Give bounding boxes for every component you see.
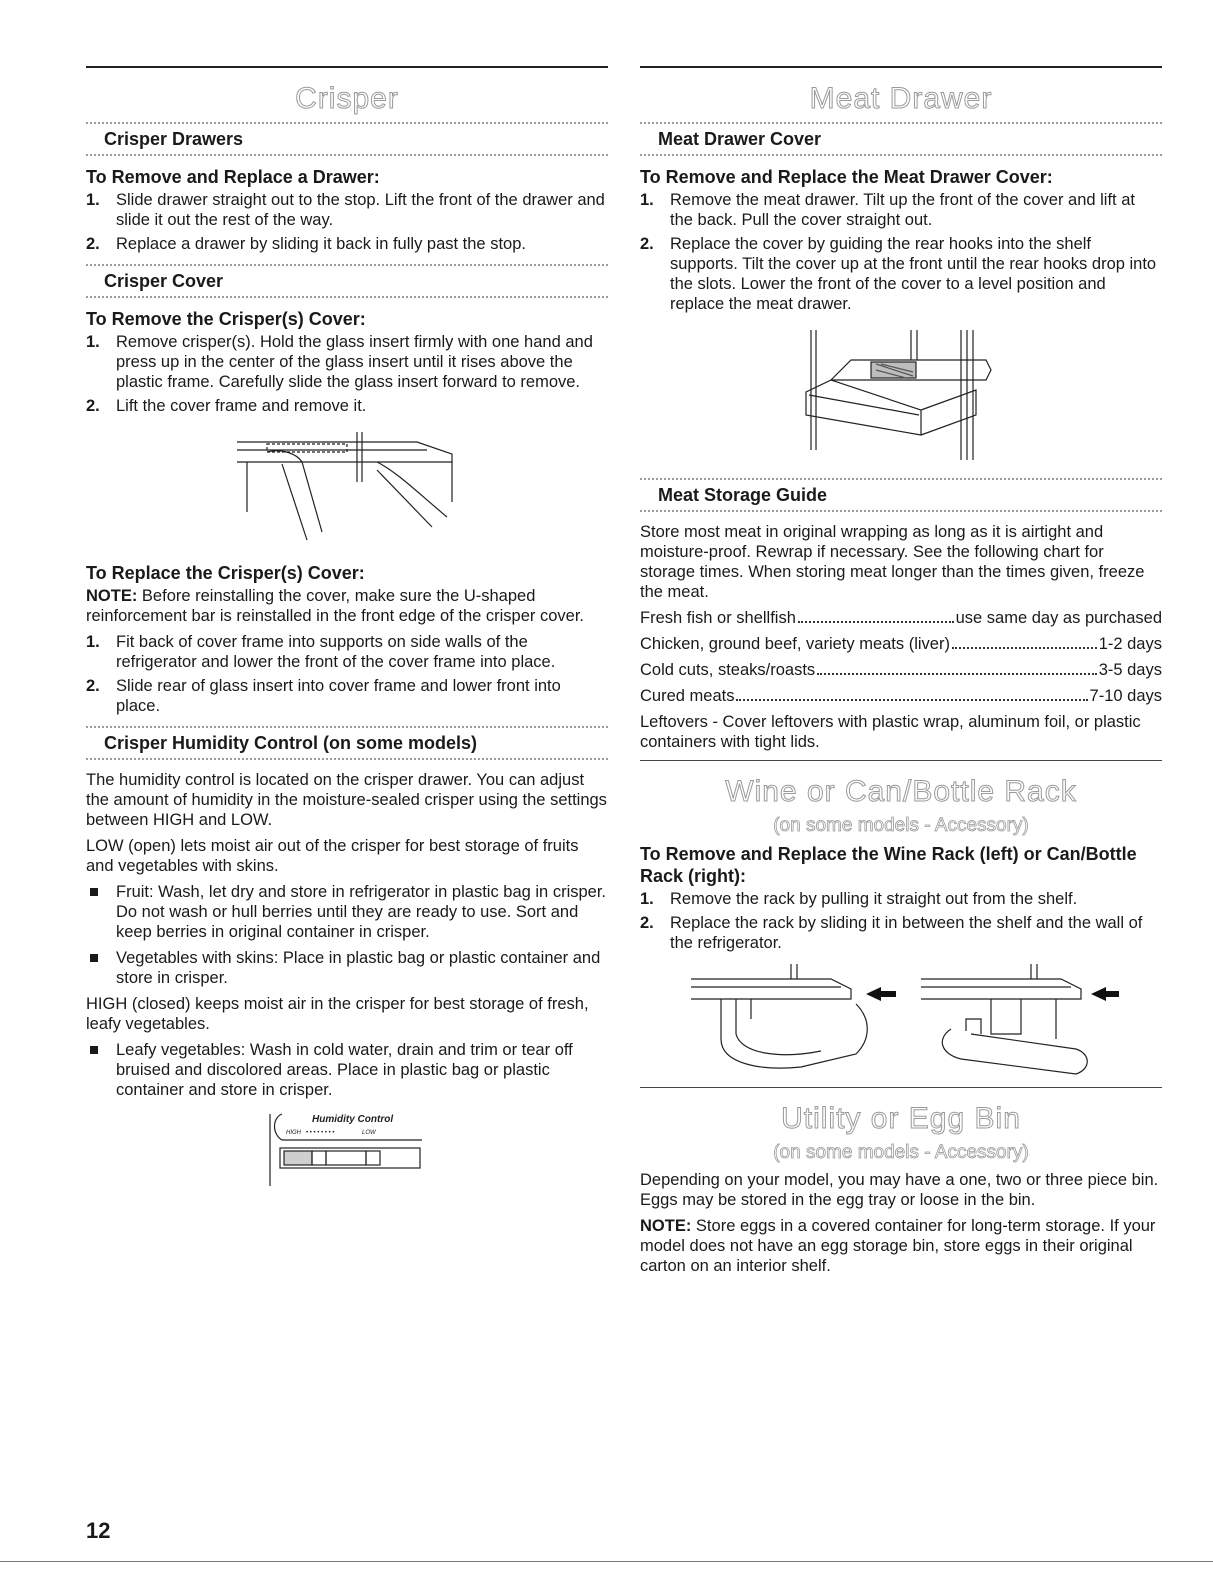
step-item — [86, 632, 608, 672]
egg-bin-note — [640, 1216, 1162, 1276]
leader-dots — [952, 634, 1097, 649]
subhead-crisper-cover: Crisper Cover — [104, 271, 224, 291]
humidity-figure-label: Humidity Control — [312, 1114, 394, 1125]
subhead-crisper-drawers: Crisper Drawers — [104, 129, 244, 149]
section-title-crisper: Crisper — [295, 82, 399, 115]
bullet-square-icon — [90, 888, 98, 896]
top-rule — [86, 66, 608, 68]
humidity-figure-low: LOW — [362, 1130, 376, 1136]
guide-row — [640, 660, 1162, 680]
note-text: Before reinstalling the cover, make sure the U-shaped reinforcement bar is reinstalled in the front edge of the crisper cover. — [86, 587, 585, 625]
step-item — [640, 913, 1162, 953]
bullet-text: Fruit: Wash, let dry and store in refrigerator in plastic bag in crisper. Do not wash or hull berries until they are ready to use. Sort and keep berries in original container in crisper. — [116, 883, 607, 941]
bottom-rule — [0, 1561, 1213, 1562]
heading-remove-cover: To Remove the Crisper(s) Cover: — [86, 309, 366, 329]
step-item — [640, 234, 1162, 314]
section-title-egg-bin: Utility or Egg Bin — [781, 1102, 1021, 1135]
step-number: 2. — [86, 677, 100, 695]
step-text: Lift the cover frame and remove it. — [116, 397, 367, 415]
drawer-steps — [86, 190, 608, 254]
humidity-figure-high: HIGH — [286, 1130, 301, 1136]
heading-remove-replace-drawer: To Remove and Replace a Drawer: — [86, 167, 380, 187]
note-label: NOTE: — [640, 1217, 692, 1235]
guide-row — [640, 608, 1162, 628]
wine-rack-steps — [640, 889, 1162, 953]
step-item — [86, 676, 608, 716]
leader-dots — [798, 608, 954, 623]
step-number: 1. — [86, 633, 100, 651]
dotted-divider — [86, 758, 608, 760]
meat-cover-steps — [640, 190, 1162, 314]
section-title-wine-rack: Wine or Can/Bottle Rack — [725, 775, 1077, 808]
step-number: 2. — [86, 397, 100, 415]
step-item — [86, 396, 608, 416]
guide-row-value: use same day as purchased — [955, 609, 1162, 627]
page-number: 12 — [86, 1518, 111, 1543]
humidity-control-illustration — [262, 1106, 432, 1191]
step-number: 2. — [640, 914, 654, 932]
subhead-meat-storage-guide: Meat Storage Guide — [658, 485, 828, 505]
subhead-humidity-control: Crisper Humidity Control (on some models) — [104, 733, 478, 753]
step-text: Remove the rack by pulling it straight out from the shelf. — [670, 890, 1078, 908]
meat-drawer-illustration — [791, 320, 1011, 470]
note-text: Store eggs in a covered container for long-term storage. If your model does not have an egg storage bin, store eggs in their original carton on an interior shelf. — [640, 1217, 1156, 1275]
step-text: Remove the meat drawer. Tilt up the front of the cover and lift at the back. Pull the cover straight out. — [670, 191, 1135, 229]
humidity-high-text: HIGH (closed) keeps moist air in the crisper for best storage of fresh, leafy vegetables. — [86, 995, 589, 1033]
guide-row-value: 1-2 days — [1098, 635, 1162, 653]
remove-cover-steps — [86, 332, 608, 416]
dotted-divider — [86, 154, 608, 156]
step-item — [86, 190, 608, 230]
subhead-meat-drawer-cover: Meat Drawer Cover — [658, 129, 822, 149]
section-subtitle-wine-rack: (on some models - Accessory) — [773, 815, 1029, 836]
guide-row-value: 3-5 days — [1098, 661, 1162, 679]
step-text: Remove crisper(s). Hold the glass insert firmly with one hand and press up in the center of the glass insert until it rises above the plastic frame. Carefully slide the glass insert forward to remove. — [116, 333, 593, 391]
arrow-left-icon — [866, 987, 896, 1001]
note-paragraph — [86, 586, 608, 626]
step-number: 2. — [86, 235, 100, 253]
leader-dots — [736, 686, 1087, 701]
bullet-square-icon — [90, 954, 98, 962]
left-column — [86, 66, 608, 1197]
low-bullets — [86, 882, 608, 988]
section-rule — [640, 760, 1162, 761]
humidity-low-text: LOW (open) lets moist air out of the crisper for best storage of fruits and vegetables with skins. — [86, 837, 579, 875]
bullet-item — [86, 1040, 608, 1100]
wine-rack-illustration — [681, 959, 1121, 1079]
arrow-left-icon — [1091, 987, 1119, 1001]
step-text: Slide rear of glass insert into cover frame and lower front into place. — [116, 677, 561, 715]
section-subtitle-egg-bin: (on some models - Accessory) — [773, 1142, 1029, 1163]
guide-row-label: Cold cuts, steaks/roasts — [640, 661, 816, 679]
egg-bin-intro: Depending on your model, you may have a one, two or three piece bin. Eggs may be stored in the egg tray or loose in the bin. — [640, 1171, 1159, 1209]
bullet-text: Leafy vegetables: Wash in cold water, drain and trim or tear off bruised and discolored areas. Place in plastic bag or plastic container and store in crisper. — [116, 1041, 573, 1099]
crisper-cover-illustration — [227, 422, 467, 552]
heading-replace-cover: To Replace the Crisper(s) Cover: — [86, 563, 365, 583]
step-item — [86, 332, 608, 392]
bullet-item — [86, 948, 608, 988]
section-title-meat-drawer: Meat Drawer — [809, 82, 993, 115]
humidity-figure-dots: • • • • • • • • — [306, 1130, 335, 1136]
step-number: 1. — [86, 191, 100, 209]
meat-guide-intro: Store most meat in original wrapping as long as it is airtight and moisture-proof. Rewrap if necessary. See the following chart for storage times. When storing meat longer than the times given, freeze the meat. — [640, 523, 1145, 601]
guide-row — [640, 634, 1162, 654]
step-number: 1. — [86, 333, 100, 351]
step-number: 1. — [640, 191, 654, 209]
right-column — [640, 66, 1162, 1282]
step-item — [640, 889, 1162, 909]
step-number: 1. — [640, 890, 654, 908]
section-rule — [640, 1087, 1162, 1088]
guide-row-label: Cured meats — [640, 687, 735, 705]
step-item — [86, 234, 608, 254]
guide-row-label: Fresh fish or shellfish — [640, 609, 796, 627]
guide-row — [640, 686, 1162, 706]
heading-meat-drawer-cover: To Remove and Replace the Meat Drawer Cover: — [640, 167, 1053, 187]
top-rule — [640, 66, 1162, 68]
bullet-item — [86, 882, 608, 942]
step-text: Fit back of cover frame into supports on side walls of the refrigerator and lower the front of the cover frame into place. — [116, 633, 556, 671]
step-text: Replace the rack by sliding it in between the shelf and the wall of the refrigerator. — [670, 914, 1143, 952]
step-text: Slide drawer straight out to the stop. Lift the front of the drawer and slide it out the rest of the way. — [116, 191, 605, 229]
humidity-intro: The humidity control is located on the crisper drawer. You can adjust the amount of humidity in the moisture-sealed crisper using the settings between HIGH and LOW. — [86, 771, 607, 829]
guide-row-value: 7-10 days — [1089, 687, 1162, 705]
replace-cover-steps — [86, 632, 608, 716]
dotted-divider — [640, 154, 1162, 156]
leader-dots — [817, 660, 1097, 675]
step-text: Replace the cover by guiding the rear hooks into the shelf supports. Tilt the cover up at the front until the rear hooks drop into the slots. Lower the front of the cover to a level position and replace the meat drawer. — [670, 235, 1157, 313]
step-item — [640, 190, 1162, 230]
guide-row-label: Chicken, ground beef, variety meats (liver) — [640, 635, 950, 653]
step-number: 2. — [640, 235, 654, 253]
leftovers-text: Leftovers - Cover leftovers with plastic wrap, aluminum foil, or plastic containers with tight lids. — [640, 713, 1141, 751]
note-label: NOTE: — [86, 587, 138, 605]
bullet-square-icon — [90, 1046, 98, 1054]
bullet-text: Vegetables with skins: Place in plastic bag or plastic container and store in crisper. — [116, 949, 601, 987]
dotted-divider — [86, 296, 608, 298]
dotted-divider — [640, 510, 1162, 512]
step-text: Replace a drawer by sliding it back in fully past the stop. — [116, 235, 526, 253]
high-bullets — [86, 1040, 608, 1100]
heading-wine-rack: To Remove and Replace the Wine Rack (left) or Can/Bottle Rack (right): — [640, 844, 1137, 886]
